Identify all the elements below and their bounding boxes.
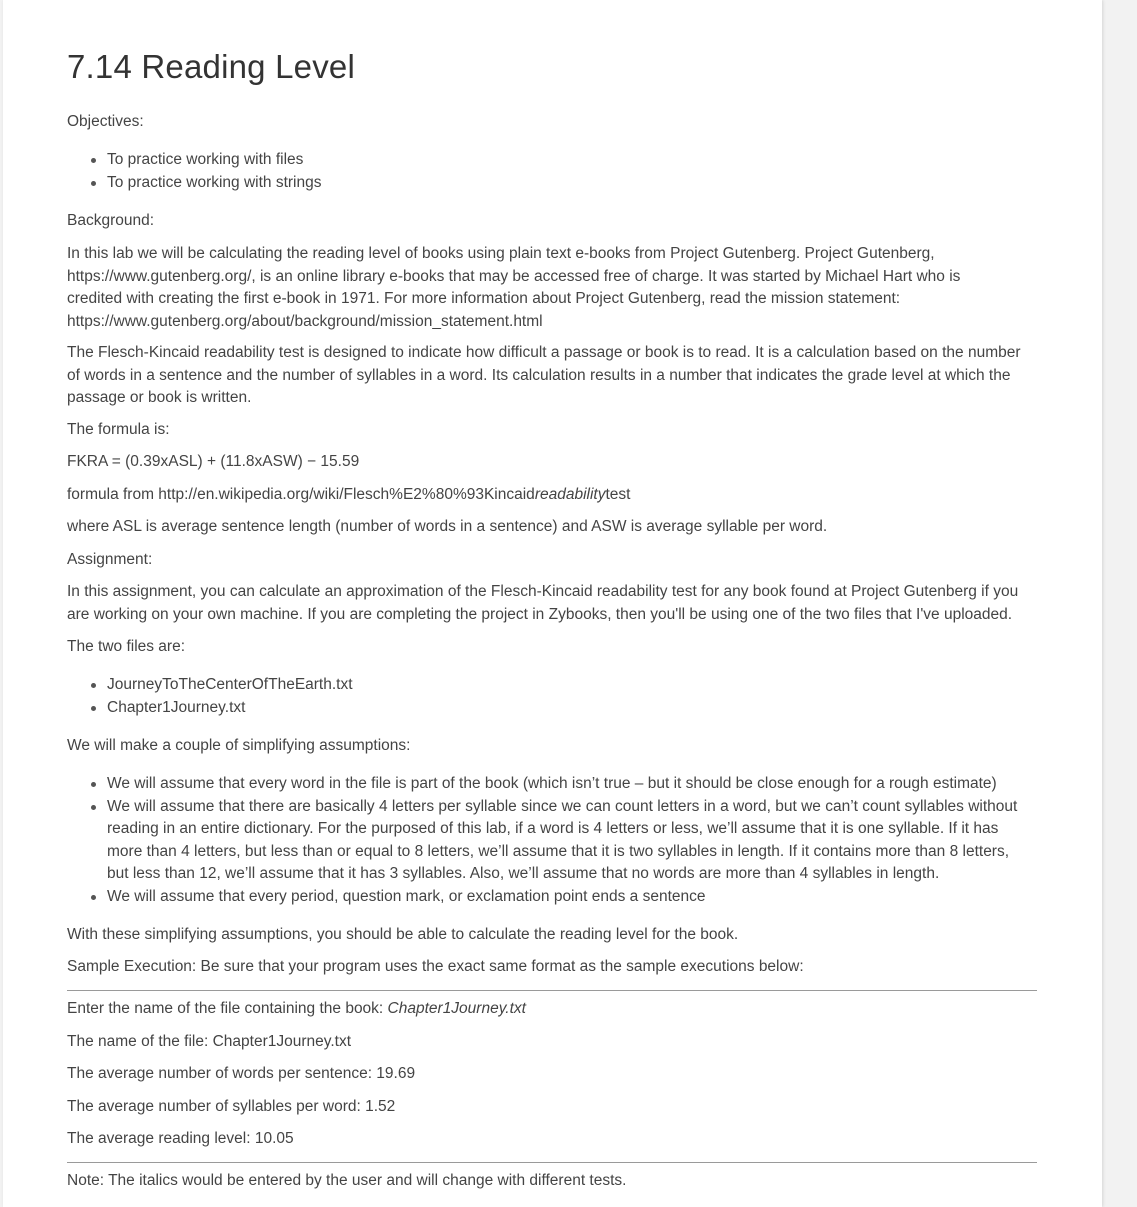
list-item: We will assume that every period, question mark, or exclamation point ends a sentence (67, 886, 1037, 909)
bullet-icon (91, 805, 96, 810)
list-item: To practice working with files (67, 149, 1037, 172)
assumptions-list (67, 773, 1037, 908)
note-text: Note: The italics would be entered by the user and will change with different tests. (67, 1172, 627, 1189)
sample-words-line: The average number of words per sentence: 19.69 (67, 1065, 416, 1082)
list-item: Chapter1Journey.txt (67, 697, 1037, 720)
divider (67, 1162, 1037, 1163)
sample-user-input: Chapter1Journey.txt (387, 1000, 526, 1017)
bullet-icon (91, 895, 96, 900)
assignment-paragraph: In this assignment, you can calculate an approximation of the Flesch-Kincaid readability test for any book found at Project Gutenberg if you are working on your own machine. If you are completing the project in Zybooks, then you'll be using one of the two files that I've uploaded. (67, 583, 1019, 623)
sample-prompt: Enter the name of the file containing the book: Chapter1Journey.txt (67, 1000, 526, 1017)
sample-execution-label: Sample Execution: Be sure that your program uses the exact same format as the sample executions below: (67, 958, 804, 975)
bullet-icon (91, 158, 96, 163)
bullet-icon (91, 181, 96, 186)
formula-source: formula from http://en.wikipedia.org/wiki/Flesch%E2%80%93Kincaidreadabilitytest (67, 486, 631, 503)
files-list (67, 674, 1037, 719)
document-page (3, 0, 1102, 1207)
sample-file-line: The name of the file: Chapter1Journey.txt (67, 1033, 352, 1050)
flesch-kincaid-paragraph: The Flesch-Kincaid readability test is designed to indicate how difficult a passage or book is to read. It is a calculation based on the number of words in a sentence and the number of syllables in a word. Its calculation results in a number that indicates the grade level at which the passage or book is written. (67, 344, 1021, 406)
list-item: We will assume that every word in the file is part of the book (which isn’t true – but it should be close enough for a rough estimate) (67, 773, 1037, 796)
formula-text: FKRA = (0.39xASL) + (11.8xASW) − 15.59 (67, 453, 360, 470)
list-item: JourneyToTheCenterOfTheEarth.txt (67, 674, 1037, 697)
bullet-icon (91, 782, 96, 787)
divider (67, 990, 1037, 991)
bullet-icon (91, 706, 96, 711)
formula-definition: where ASL is average sentence length (number of words in a sentence) and ASW is average syllable per word. (67, 518, 828, 535)
objectives-label: Objectives: (67, 113, 144, 130)
files-label: The two files are: (67, 638, 186, 655)
formula-label: The formula is: (67, 421, 170, 438)
sample-syllables-line: The average number of syllables per word: 1.52 (67, 1098, 396, 1115)
assumptions-label: We will make a couple of simplifying assumptions: (67, 737, 411, 754)
page-title: 7.14 Reading Level (67, 48, 355, 85)
objectives-list (67, 149, 1037, 194)
conclusion-text: With these simplifying assumptions, you should be able to calculate the reading level for the book. (67, 926, 739, 943)
sample-level-line: The average reading level: 10.05 (67, 1130, 294, 1147)
assignment-label: Assignment: (67, 551, 153, 568)
bullet-icon (91, 683, 96, 688)
list-item: We will assume that there are basically 4 letters per syllable since we can count letters in a word, but we can’t count syllables without reading in an entire dictionary. For the purposed of this lab, if a word is 4 letters or less, we’ll assume that it is one syllable. If it has more than 4 letters, but less than or equal to 8 letters, we’ll assume that it is two syllables in length. If it contains more than 8 letters, but less than 12, we’ll assume that it has 3 syllables. Also, we’ll assume that no words are more than 4 syllables in length. (67, 796, 1037, 886)
background-label: Background: (67, 212, 155, 229)
list-item: To practice working with strings (67, 172, 1037, 195)
background-paragraph: In this lab we will be calculating the reading level of books using plain text e-books from Project Gutenberg. Project Gutenberg, https://www.gutenberg.org/, is an online library e-books that may be accessed free of charge. It was started by Michael Hart who is credited with creating the first e-book in 1971. For more information about Project Gutenberg, read the mission statement: https://www.gutenberg.org/about/background/mission_statement.html (67, 245, 961, 330)
